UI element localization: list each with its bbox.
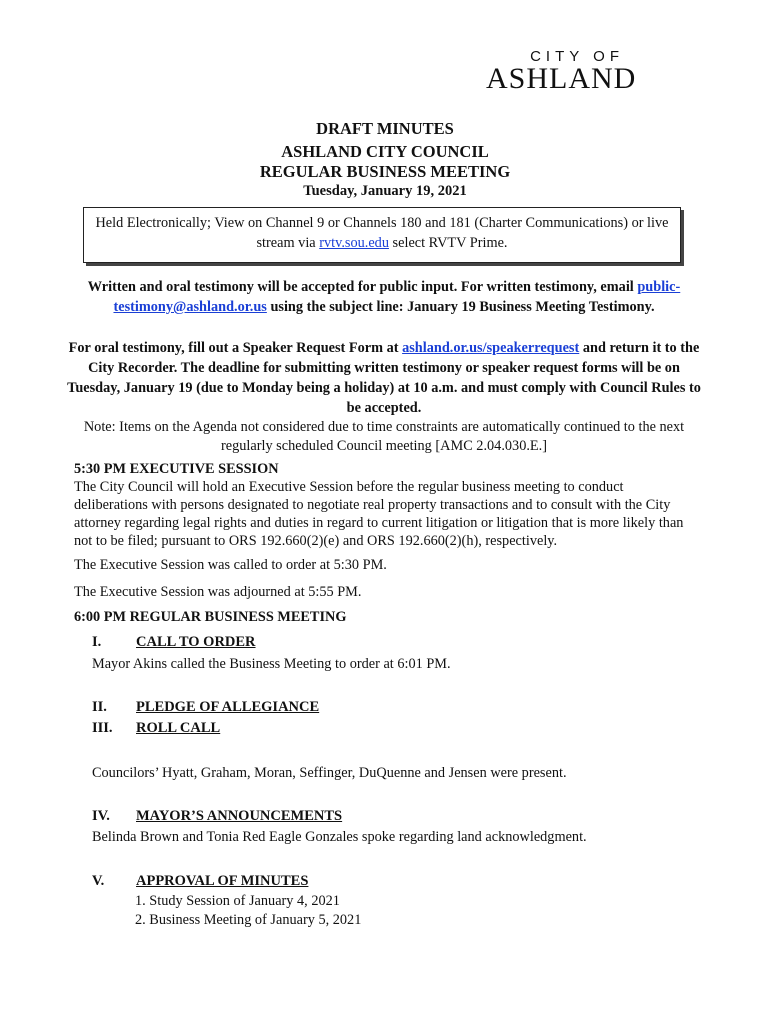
notice-text-end: select RVTV Prime. bbox=[388, 235, 508, 251]
oral-testimony-text: For oral testimony, fill out a Speaker Request Form at bbox=[68, 340, 403, 356]
roll-call-title: ROLL CALL bbox=[136, 720, 221, 736]
rvtv-link[interactable]: rvtv.sou.edu bbox=[319, 235, 389, 251]
oral-testimony-paragraph bbox=[66, 338, 702, 418]
item-number: V. bbox=[92, 873, 105, 889]
title-council: ASHLAND CITY COUNCIL bbox=[281, 142, 489, 161]
executive-session-body: The City Council will hold an Executive Session before the regular business meeting to conduct deliberations with persons designated to negotiate real property transactions and to consult with the City attorney regarding legal rights and duties in regard to current litigation or litigation that is more likely than not to be filed; pursuant to ORS 192.660(2)(e) and ORS 192.660(2)(h), respectively. bbox=[74, 479, 684, 549]
list-item: 1. Study Session of January 4, 2021 bbox=[135, 893, 340, 909]
written-testimony-text-end: using the subject line: January 19 Business Meeting Testimony. bbox=[266, 299, 655, 315]
list-item: 2. Business Meeting of January 5, 2021 bbox=[135, 912, 362, 928]
executive-adjourned: The Executive Session was adjourned at 5:55 PM. bbox=[74, 584, 362, 600]
executive-session-heading: 5:30 PM EXECUTIVE SESSION bbox=[74, 461, 279, 477]
city-of-ashland-logo bbox=[486, 48, 676, 96]
agenda-note: Note: Items on the Agenda not considered due to time constraints are automatically continued to the next regularly scheduled Council meeting [AMC 2.04.030.E.] bbox=[83, 419, 685, 454]
regular-meeting-heading: 6:00 PM REGULAR BUSINESS MEETING bbox=[74, 609, 347, 625]
notice-text: Held Electronically; View on Channel 9 or Channels 180 and 181 (Charter Communications) or live stream via bbox=[95, 215, 669, 251]
item-number: II. bbox=[92, 699, 107, 715]
item-number: III. bbox=[92, 720, 113, 736]
broadcast-notice-box bbox=[83, 207, 681, 263]
approval-of-minutes-title: APPROVAL OF MINUTES bbox=[136, 873, 309, 889]
minutes-list bbox=[135, 892, 361, 930]
call-to-order-title: CALL TO ORDER bbox=[136, 634, 256, 650]
logo-small-text: CITY OF bbox=[530, 48, 624, 65]
meeting-date: Tuesday, January 19, 2021 bbox=[303, 183, 467, 199]
item-number: I. bbox=[92, 634, 102, 650]
logo-big-text: ASHLAND bbox=[486, 62, 637, 95]
title-draft-minutes: DRAFT MINUTES bbox=[316, 119, 454, 138]
written-testimony-paragraph bbox=[66, 277, 702, 317]
testimony-email-link[interactable]: public-testimony@ashland.or.us bbox=[113, 279, 681, 315]
item-number: IV. bbox=[92, 808, 110, 824]
call-to-order-text: Mayor Akins called the Business Meeting to order at 6:01 PM. bbox=[92, 656, 451, 672]
roll-call-text: Councilors’ Hyatt, Graham, Moran, Seffinger, DuQuenne and Jensen were present. bbox=[92, 765, 567, 781]
title-meeting-type: REGULAR BUSINESS MEETING bbox=[259, 162, 511, 181]
mayors-announcements-title: MAYOR’S ANNOUNCEMENTS bbox=[136, 808, 343, 824]
executive-called: The Executive Session was called to order at 5:30 PM. bbox=[74, 557, 387, 573]
oral-testimony-text-end: and return it to the City Recorder. The deadline for submitting written testimony or speaker request forms will be on Tuesday, January 19 (due to Monday being a holiday) at 10 a.m. and must comply with Council Rules to be accepted. bbox=[67, 340, 701, 416]
pledge-title: PLEDGE OF ALLEGIANCE bbox=[136, 699, 320, 715]
mayors-announcements-text: Belinda Brown and Tonia Red Eagle Gonzales spoke regarding land acknowledgment. bbox=[92, 829, 587, 845]
speaker-request-link[interactable]: ashland.or.us/speakerrequest bbox=[402, 340, 580, 356]
written-testimony-text: Written and oral testimony will be accepted for public input. For written testimony, email bbox=[87, 279, 638, 295]
